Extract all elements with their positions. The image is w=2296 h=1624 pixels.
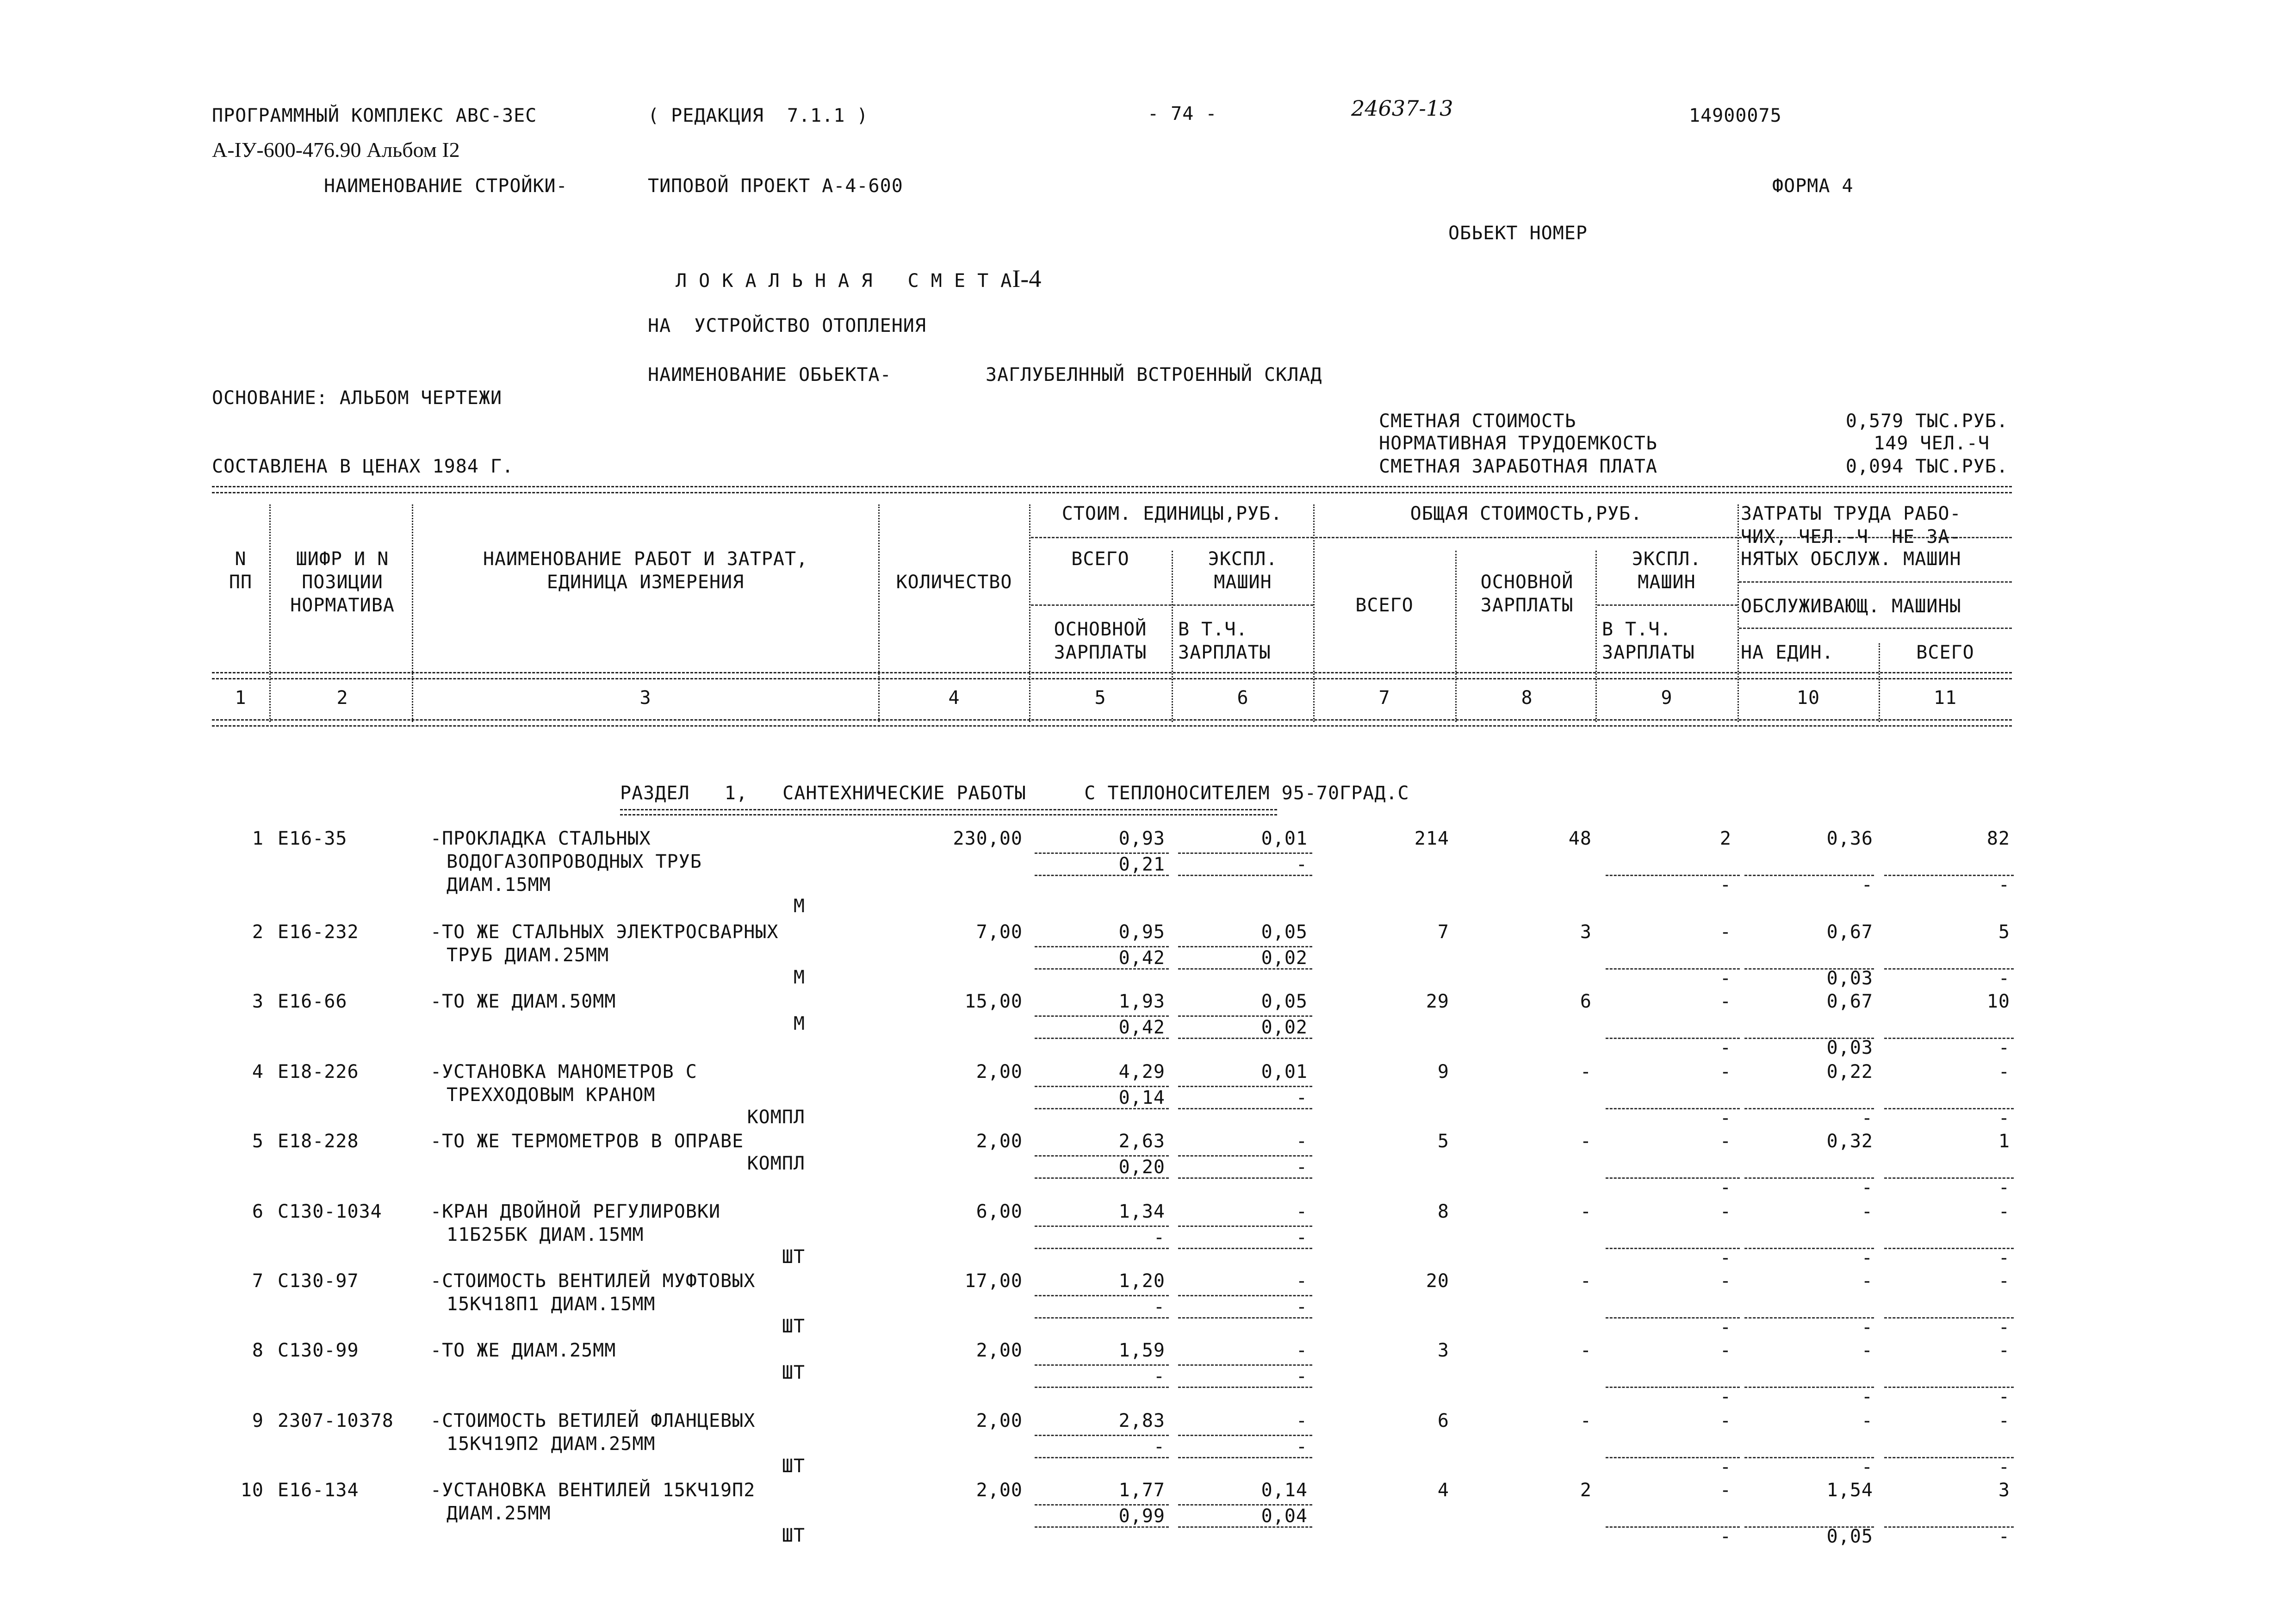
row-service-unit: -	[1861, 1177, 1873, 1198]
col-code-line3: НОРМАТИВА	[290, 595, 395, 616]
col7-all: ВСЕГО	[1355, 595, 1414, 616]
subject: НА УСТРОЙСТВО ОТОПЛЕНИЯ	[648, 315, 926, 336]
handwritten-code: 24637-13	[1351, 96, 1453, 121]
col-qty: КОЛИЧЕСТВО	[896, 572, 1012, 593]
row-main-wage: -	[1580, 1201, 1592, 1222]
row-labor-total: 10	[1986, 991, 2010, 1012]
row-unit: М	[793, 896, 805, 917]
row-unit-expl-wage: -	[1296, 1087, 1308, 1108]
row-name-line: -ТО ЖЕ ТЕРМОМЕТРОВ В ОПРАВЕ	[430, 1131, 744, 1152]
summary-value-labor: 149 ЧЕЛ.-Ч	[1874, 433, 1990, 454]
row-rule	[1178, 875, 1312, 876]
row-main-wage: 6	[1580, 991, 1592, 1012]
row-expl: -	[1719, 1270, 1731, 1292]
row-unit-expl-wage: -	[1296, 1436, 1308, 1457]
row-rule	[1178, 1155, 1312, 1157]
album-reference: А-IУ-600-476.90 Альбом I2	[212, 138, 460, 162]
col-n-line1: N	[235, 548, 247, 570]
row-rule	[1178, 1387, 1312, 1388]
edition: ( РЕДАКЦИЯ 7.1.1 )	[648, 105, 869, 126]
row-code: Е18-226	[278, 1061, 359, 1083]
col-number-4: 4	[948, 687, 960, 709]
row-main-wage: 48	[1568, 828, 1592, 849]
row-unit-expl-wage: -	[1296, 1227, 1308, 1248]
row-rule	[1178, 1317, 1312, 1319]
row-expl: -	[1719, 991, 1731, 1012]
col8-main-wage-line2: ЗАРПЛАТЫ	[1480, 595, 1574, 616]
row-expl: 2	[1719, 828, 1731, 849]
row-code: Е18-228	[278, 1131, 359, 1152]
row-unit: ШТ	[782, 1525, 805, 1546]
row-service-total: -	[1998, 874, 2010, 896]
row-unit-expl: 0,01	[1261, 828, 1308, 849]
col-sep	[1029, 504, 1030, 722]
row-rule	[1178, 1295, 1312, 1296]
col-sep	[1172, 551, 1173, 722]
row-expl-wage: -	[1719, 1037, 1731, 1058]
row-rule	[1035, 1457, 1169, 1458]
col-total-cost: ОБЩАЯ СТОИМОСТЬ,РУБ.	[1410, 503, 1643, 524]
row-unit-expl: 0,14	[1261, 1480, 1308, 1501]
row-rule	[1035, 1295, 1169, 1296]
row-labor-total: -	[1998, 1270, 2010, 1292]
row-service-total: -	[1998, 1456, 2010, 1478]
col-number-1: 1	[235, 687, 247, 709]
row-number: 5	[252, 1131, 264, 1152]
row-expl: -	[1719, 1480, 1731, 1501]
page-number: - 74 -	[1148, 103, 1217, 124]
row-main-wage: -	[1580, 1270, 1592, 1292]
prices-note: СОСТАВЛЕНА В ЦЕНАХ 1984 Г.	[212, 456, 514, 477]
row-unit-wage: -	[1153, 1227, 1165, 1248]
row-name-line: -КРАН ДВОЙНОЙ РЕГУЛИРОВКИ	[430, 1201, 721, 1222]
row-name-line: ДИАМ.15ММ	[447, 874, 551, 896]
col9-expl-line2: МАШИН	[1638, 572, 1696, 593]
row-rule	[1178, 1108, 1312, 1109]
row-name-line: -ТО ЖЕ СТАЛЬНЫХ ЭЛЕКТРОСВАРНЫХ	[430, 921, 779, 943]
row-unit-expl: -	[1296, 1340, 1308, 1361]
row-expl-wage: -	[1719, 1247, 1731, 1269]
row-name-line: ДИАМ.25ММ	[447, 1503, 551, 1524]
summary-value-wage: 0,094 ТЫС.РУБ.	[1845, 456, 2008, 477]
row-total: 214	[1414, 828, 1449, 849]
header-rule	[1031, 537, 1313, 538]
row-quantity: 6,00	[976, 1201, 1023, 1222]
row-service-unit: -	[1861, 1456, 1873, 1478]
row-quantity: 17,00	[964, 1270, 1023, 1292]
col9-expl-line1: ЭКСПЛ.	[1632, 548, 1702, 570]
construction-value: ТИПОВОЙ ПРОЕКТ А-4-600	[648, 175, 903, 197]
row-code: 2307-10378	[278, 1410, 394, 1431]
row-name-line: 15КЧ18П1 ДИАМ.15ММ	[447, 1294, 656, 1315]
row-number: 9	[252, 1410, 264, 1431]
row-labor-total: -	[1998, 1201, 2010, 1222]
row-code: Е16-232	[278, 921, 359, 943]
row-unit-wage: 0,99	[1118, 1506, 1165, 1527]
row-unit: ШТ	[782, 1316, 805, 1337]
row-unit: ШТ	[782, 1456, 805, 1477]
row-service-unit: -	[1861, 1108, 1873, 1129]
row-number: 8	[252, 1340, 264, 1361]
col-number-3: 3	[639, 687, 652, 709]
row-quantity: 230,00	[953, 828, 1023, 849]
row-total: 5	[1437, 1131, 1449, 1152]
row-service-total: -	[1998, 968, 2010, 989]
summary-value-cost: 0,579 ТЫС.РУБ.	[1845, 411, 2008, 432]
row-rule	[1178, 1226, 1312, 1227]
row-unit-cost: 1,77	[1118, 1480, 1165, 1501]
row-labor-total: -	[1998, 1340, 2010, 1361]
col8-main-wage-line1: ОСНОВНОЙ	[1480, 572, 1574, 593]
row-main-wage: -	[1580, 1061, 1592, 1083]
row-main-wage: -	[1580, 1131, 1592, 1152]
row-rule	[1035, 1364, 1169, 1366]
col-number-9: 9	[1661, 687, 1673, 709]
row-expl: -	[1719, 1131, 1731, 1152]
row-total: 20	[1426, 1270, 1449, 1292]
row-name-line: 15КЧ19П2 ДИАМ.25ММ	[447, 1433, 656, 1455]
row-service-total: -	[1998, 1386, 2010, 1407]
row-unit-cost: 2,83	[1118, 1410, 1165, 1431]
row-main-wage: 2	[1580, 1480, 1592, 1501]
col-number-7: 7	[1378, 687, 1390, 709]
col-labor-line2: ЧИХ, ЧЕЛ.-Ч НЕ ЗА-	[1741, 526, 1961, 548]
col-name-line2: ЕДИНИЦА ИЗМЕРЕНИЯ	[546, 572, 745, 593]
table-top-rule	[212, 486, 2012, 493]
row-code: С130-97	[278, 1270, 359, 1292]
row-quantity: 7,00	[976, 921, 1023, 943]
row-rule	[1035, 1317, 1169, 1319]
row-quantity: 2,00	[976, 1061, 1023, 1083]
row-expl-wage: -	[1719, 1526, 1731, 1547]
header-rule	[1739, 628, 2012, 629]
row-service-total: -	[1998, 1108, 2010, 1129]
row-unit-wage: 0,42	[1118, 1017, 1165, 1038]
row-name-line: -УСТАНОВКА ВЕНТИЛЕЙ 15КЧ19П2	[430, 1480, 756, 1501]
row-name-line: -СТОИМОСТЬ ВЕТИЛЕЙ ФЛАНЦЕВЫХ	[430, 1410, 756, 1431]
row-name-line: ТРЕХХОДОВЫМ КРАНОМ	[447, 1084, 656, 1106]
summary-label-cost: СМЕТНАЯ СТОИМОСТЬ	[1379, 411, 1576, 432]
row-unit-cost: 4,29	[1118, 1061, 1165, 1083]
col-code-line1: ШИФР И N	[296, 548, 389, 570]
row-total: 9	[1437, 1061, 1449, 1083]
row-name-line: -ПРОКЛАДКА СТАЛЬНЫХ	[430, 828, 651, 849]
row-code: Е16-35	[278, 828, 348, 849]
row-quantity: 2,00	[976, 1410, 1023, 1431]
basis: ОСНОВАНИЕ: АЛЬБОМ ЧЕРТЕЖИ	[212, 387, 503, 409]
row-labor-unit: 0,67	[1826, 991, 1873, 1012]
row-code: Е16-66	[278, 991, 348, 1012]
col-n-line2: ПП	[229, 572, 253, 593]
row-unit-expl-wage: 0,02	[1261, 1017, 1308, 1038]
row-labor-total: 1	[1998, 1131, 2010, 1152]
row-labor-unit: 0,36	[1826, 828, 1873, 849]
object-number: ОБЬЕКТ НОМЕР	[1448, 223, 1588, 244]
col-sep	[1879, 643, 1880, 722]
row-unit-cost: 2,63	[1118, 1131, 1165, 1152]
row-unit-cost: 1,93	[1118, 991, 1165, 1012]
row-unit-wage: -	[1153, 1366, 1165, 1387]
row-labor-total: -	[1998, 1410, 2010, 1431]
row-unit-cost: 1,59	[1118, 1340, 1165, 1361]
row-labor-total: 82	[1986, 828, 2010, 849]
header-rule	[1739, 581, 2012, 583]
row-unit: ШТ	[782, 1362, 805, 1383]
row-main-wage: -	[1580, 1410, 1592, 1431]
row-rule	[1178, 1177, 1312, 1179]
row-total: 29	[1426, 991, 1449, 1012]
title-number: I-4	[1012, 265, 1042, 292]
row-labor-unit: -	[1861, 1270, 1873, 1292]
row-service-unit: -	[1861, 1317, 1873, 1338]
row-unit: М	[793, 967, 805, 988]
construction-label: НАИМЕНОВАНИЕ СТРОЙКИ-	[324, 175, 568, 197]
row-rule	[1178, 1086, 1312, 1087]
row-expl-wage: -	[1719, 1177, 1731, 1198]
row-unit-expl-wage: 0,04	[1261, 1506, 1308, 1527]
row-labor-unit: -	[1861, 1201, 1873, 1222]
row-total: 6	[1437, 1410, 1449, 1431]
row-service-unit: 0,03	[1826, 1037, 1873, 1058]
row-rule	[1178, 1457, 1312, 1458]
row-number: 2	[252, 921, 264, 943]
row-number: 6	[252, 1201, 264, 1222]
row-unit-wage: 0,20	[1118, 1157, 1165, 1178]
row-expl: -	[1719, 1410, 1731, 1431]
col-sep	[269, 504, 271, 722]
row-labor-total: 3	[1998, 1480, 2010, 1501]
row-main-wage: -	[1580, 1340, 1592, 1361]
row-labor-unit: 0,22	[1826, 1061, 1873, 1083]
row-code: Е16-134	[278, 1480, 359, 1501]
col10-per-unit: НА ЕДИН.	[1741, 642, 1834, 663]
col6-incl-line2: ЗАРПЛАТЫ	[1178, 642, 1271, 663]
document-title	[676, 265, 1042, 292]
col-labor-line1: ЗАТРАТЫ ТРУДА РАБО-	[1741, 503, 1961, 524]
row-service-total: -	[1998, 1037, 2010, 1058]
row-unit-expl: 0,01	[1261, 1061, 1308, 1083]
program-name: ПРОГРАММНЫЙ КОМПЛЕКС АВС-3ЕС	[212, 105, 537, 126]
col-number-8: 8	[1521, 687, 1533, 709]
section-title: РАЗДЕЛ 1, САНТЕХНИЧЕСКИЕ РАБОТЫ С ТЕПЛОНОСИТЕЛЕМ 95-70ГРАД.С	[620, 783, 1409, 804]
row-service-total: -	[1998, 1247, 2010, 1269]
row-name-line: -ТО ЖЕ ДИАМ.25ММ	[430, 1340, 616, 1361]
row-unit-expl: -	[1296, 1201, 1308, 1222]
row-unit: КОМПЛ	[747, 1107, 805, 1128]
row-number: 1	[252, 828, 264, 849]
row-name-line: -ТО ЖЕ ДИАМ.50ММ	[430, 991, 616, 1012]
row-unit-expl-wage: -	[1296, 1296, 1308, 1318]
row-quantity: 2,00	[976, 1340, 1023, 1361]
row-total: 4	[1437, 1480, 1449, 1501]
row-unit-wage: 0,21	[1118, 854, 1165, 875]
row-rule	[1035, 1435, 1169, 1436]
object-label: НАИМЕНОВАНИЕ ОБЬЕКТА-	[648, 364, 892, 386]
row-unit-cost: 0,93	[1118, 828, 1165, 849]
form-number: ФОРМА 4	[1772, 175, 1854, 197]
row-service-total: -	[1998, 1317, 2010, 1338]
row-quantity: 2,00	[976, 1131, 1023, 1152]
row-expl: -	[1719, 1201, 1731, 1222]
row-labor-total: 5	[1998, 921, 2010, 943]
row-rule	[1035, 1248, 1169, 1249]
row-unit-expl-wage: -	[1296, 1366, 1308, 1387]
row-unit-expl-wage: -	[1296, 1157, 1308, 1178]
row-labor-total: -	[1998, 1061, 2010, 1083]
row-rule	[1178, 1364, 1312, 1366]
col11-all: ВСЕГО	[1916, 642, 1974, 663]
row-expl: -	[1719, 921, 1731, 943]
col6-incl-line1: В Т.Ч.	[1178, 619, 1248, 640]
row-number: 10	[240, 1480, 264, 1501]
row-service-unit: 0,03	[1826, 968, 1873, 989]
row-name-line: ТРУБ ДИАМ.25ММ	[447, 945, 609, 966]
col-sep	[1313, 504, 1315, 722]
row-expl-wage: -	[1719, 874, 1731, 896]
row-labor-unit: 0,32	[1826, 1131, 1873, 1152]
row-unit-expl: 0,05	[1261, 991, 1308, 1012]
summary-label-labor: НОРМАТИВНАЯ ТРУДОЕМКОСТЬ	[1379, 433, 1657, 454]
row-expl: -	[1719, 1340, 1731, 1361]
row-unit-wage: -	[1153, 1296, 1165, 1318]
col5-main-wage-line1: ОСНОВНОЙ	[1054, 619, 1147, 640]
row-unit-cost: 1,34	[1118, 1201, 1165, 1222]
row-labor-unit: 1,54	[1826, 1480, 1873, 1501]
row-total: 3	[1437, 1340, 1449, 1361]
row-rule	[1178, 1435, 1312, 1436]
header-bottom-rule	[212, 672, 2012, 679]
col-labor-line3: НЯТЫХ ОБСЛУЖ. МАШИН	[1741, 548, 1961, 570]
col5-all: ВСЕГО	[1071, 548, 1129, 570]
row-number: 3	[252, 991, 264, 1012]
row-service-unit: -	[1861, 1247, 1873, 1269]
row-service-total: -	[1998, 1177, 2010, 1198]
row-name-line: 11Б25БК ДИАМ.15ММ	[447, 1224, 644, 1245]
col-number-11: 11	[1933, 687, 1957, 709]
row-unit-cost: 1,20	[1118, 1270, 1165, 1292]
col6-expl-line2: МАШИН	[1214, 572, 1272, 593]
col-name-line1: НАИМЕНОВАНИЕ РАБОТ И ЗАТРАТ,	[483, 548, 808, 570]
col-unit-cost: СТОИМ. ЕДИНИЦЫ,РУБ.	[1061, 503, 1283, 524]
row-expl-wage: -	[1719, 1108, 1731, 1129]
row-name-line: ВОДОГАЗОПРОВОДНЫХ ТРУБ	[447, 851, 702, 872]
row-labor-unit: 0,67	[1826, 921, 1873, 943]
row-labor-unit: -	[1861, 1410, 1873, 1431]
row-expl-wage: -	[1719, 968, 1731, 989]
col-number-2: 2	[336, 687, 348, 709]
row-expl-wage: -	[1719, 1386, 1731, 1407]
col-number-6: 6	[1237, 687, 1249, 709]
row-total: 7	[1437, 921, 1449, 943]
row-unit-expl: -	[1296, 1410, 1308, 1431]
row-main-wage: 3	[1580, 921, 1592, 943]
row-expl-wage: -	[1719, 1456, 1731, 1478]
row-rule	[1178, 1248, 1312, 1249]
row-expl-wage: -	[1719, 1317, 1731, 1338]
row-name-line: -СТОИМОСТЬ ВЕНТИЛЕЙ МУФТОВЫХ	[430, 1270, 756, 1292]
row-unit-expl-wage: 0,02	[1261, 947, 1308, 969]
row-expl: -	[1719, 1061, 1731, 1083]
row-rule	[1178, 852, 1312, 854]
row-service-unit: -	[1861, 874, 1873, 896]
row-quantity: 15,00	[964, 991, 1023, 1012]
row-unit-expl: -	[1296, 1270, 1308, 1292]
col-number-10: 10	[1796, 687, 1820, 709]
header-rule	[1031, 604, 1313, 606]
row-name-line: -УСТАНОВКА МАНОМЕТРОВ С	[430, 1061, 697, 1083]
col-sep	[412, 504, 413, 722]
section-underline	[620, 809, 1277, 815]
row-code: С130-99	[278, 1340, 359, 1361]
row-labor-unit: -	[1861, 1340, 1873, 1361]
row-unit-wage: 0,42	[1118, 947, 1165, 969]
object-value: ЗАГЛУБЕЛННЫЙ ВСТРОЕННЫЙ СКЛАД	[986, 364, 1322, 386]
col-service: ОБСЛУЖИВАЮЩ. МАШИНЫ	[1741, 596, 1961, 617]
title-text: Л О К А Л Ь Н А Я С М Е Т А	[676, 270, 1012, 292]
row-rule	[1035, 1226, 1169, 1227]
col-code-line2: ПОЗИЦИИ	[302, 572, 383, 593]
row-rule	[1035, 1387, 1169, 1388]
col9-incl-line1: В Т.Ч.	[1602, 619, 1672, 640]
col-sep	[1455, 551, 1457, 722]
numbers-bottom-rule	[212, 719, 2012, 727]
row-code: С130-1034	[278, 1201, 382, 1222]
row-unit-expl: 0,05	[1261, 921, 1308, 943]
row-service-total: -	[1998, 1526, 2010, 1547]
row-unit: М	[793, 1013, 805, 1034]
col6-expl-line1: ЭКСПЛ.	[1208, 548, 1278, 570]
row-number: 4	[252, 1061, 264, 1083]
row-unit-expl: -	[1296, 1131, 1308, 1152]
row-unit-expl-wage: -	[1296, 854, 1308, 875]
header-rule	[1597, 604, 1738, 606]
row-quantity: 2,00	[976, 1480, 1023, 1501]
row-unit-wage: -	[1153, 1436, 1165, 1457]
row-service-unit: 0,05	[1826, 1526, 1873, 1547]
row-service-unit: -	[1861, 1386, 1873, 1407]
doc-number: 14900075	[1689, 105, 1782, 126]
col-number-5: 5	[1094, 687, 1106, 709]
col9-incl-line2: ЗАРПЛАТЫ	[1602, 642, 1695, 663]
row-unit-wage: 0,14	[1118, 1087, 1165, 1108]
summary-label-wage: СМЕТНАЯ ЗАРАБОТНАЯ ПЛАТА	[1379, 456, 1657, 477]
row-total: 8	[1437, 1201, 1449, 1222]
col5-main-wage-line2: ЗАРПЛАТЫ	[1054, 642, 1147, 663]
row-unit: ШТ	[782, 1246, 805, 1268]
row-unit: КОМПЛ	[747, 1153, 805, 1174]
row-unit-cost: 0,95	[1118, 921, 1165, 943]
header-rule	[1315, 537, 1738, 538]
row-number: 7	[252, 1270, 264, 1292]
